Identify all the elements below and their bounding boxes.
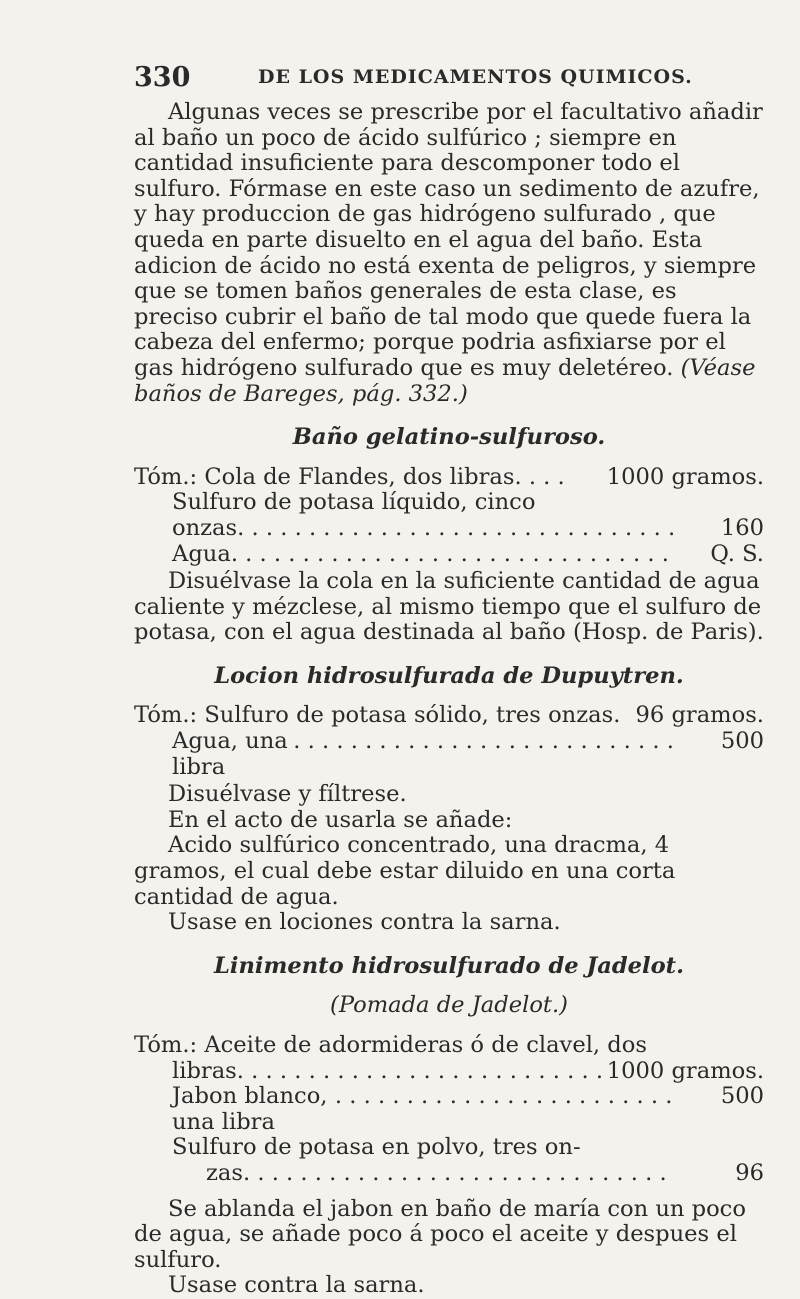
text-line: En el acto de usarla se añade: [168, 806, 513, 833]
instructions-linimento: Se ablanda el jabon en baño de maría con un poco de agua, se añade poco á poco el aceite y despues el sulfuro. [134, 1195, 746, 1273]
section-subtitle-pomada: (Pomada de Jadelot.) [330, 992, 568, 1019]
ingredient-row: Agua . . . Q. S. [134, 542, 764, 568]
section-title-locion: Locion hidrosulfurada de Dupuytren. [214, 662, 684, 689]
page-number: 330 [134, 62, 191, 93]
text-line: Acido sulfúrico concentrado, una dracma, 4 gramos, el cual debe estar diluido en una corta cantidad de agua. [134, 832, 676, 910]
recipe-linimento [134, 1033, 764, 1187]
section-title-bano: Baño gelatino-sulfuroso. [292, 424, 606, 451]
ingredient-row: Jabon blanco, una libra . . . 500 [134, 1084, 764, 1135]
intro-paragraph: Algunas veces se prescribe por el facultativo añadir al baño un poco de ácido sulfúrico ; siempre en cantidad insuficiente para descomponer todo el sulfuro. Fórmase en este caso un sedimento de azufre, y hay produccion de gas hidrógeno sulfurado , que queda en parte disuelto en el agua del baño. Esta adicion de ácido no está exenta de peligros, y siempre que se tomen baños generales de esta clase, es preciso cubrir el baño de tal modo que quede fuera la cabeza del enfermo; porque podria asfixiarse por el gas hidrógeno sulfurado que es muy deletéreo. (Véase baños de Bareges, pág. 332.) [134, 99, 763, 407]
instructions-bano: Disuélvase la cola en la suficiente cantidad de agua caliente y mézclese, al mismo tiempo que el sulfuro de potasa, con el agua destinada al baño (Hosp. de Paris). [134, 568, 764, 646]
page-header [0, 62, 800, 96]
recipe-bano [134, 465, 764, 567]
ingredient-row: Sulfuro de potasa líquido, cinco onzas . . . 160 [134, 490, 764, 541]
ingredient-row: Tóm.: Aceite de adormideras ó de clavel, dos [134, 1032, 647, 1058]
intro-reference: (Véase baños de Bareges, pág. 332.) [134, 354, 756, 407]
section-title-linimento: Linimento hidrosulfurado de Jadelot. [214, 952, 684, 979]
text-line: Usase en lociones contra la sarna. [168, 909, 561, 936]
recipe-locion [134, 703, 764, 780]
body-text [134, 100, 764, 1299]
ingredient-row: Tóm.: Cola de Flandes, dos libras. . . . 1000 gramos. [134, 463, 764, 490]
ingredient-row-cont: libras . . . 1000 gramos. [134, 1059, 764, 1085]
ingredient-row: Sulfuro de potasa en polvo, tres on- zas . . . 96 [134, 1135, 764, 1186]
ingredient-row: Agua, una libra . . . 500 [134, 729, 764, 780]
text-line: Disuélvase y fíltrese. [168, 781, 407, 808]
usage-line: Usase contra la sarna. [168, 1272, 425, 1299]
ingredient-row: Tóm.: Sulfuro de potasa sólido, tres onzas. 96 gramos. [134, 702, 764, 729]
running-title: DE LOS MEDICAMENTOS QUIMICOS. [258, 66, 693, 88]
